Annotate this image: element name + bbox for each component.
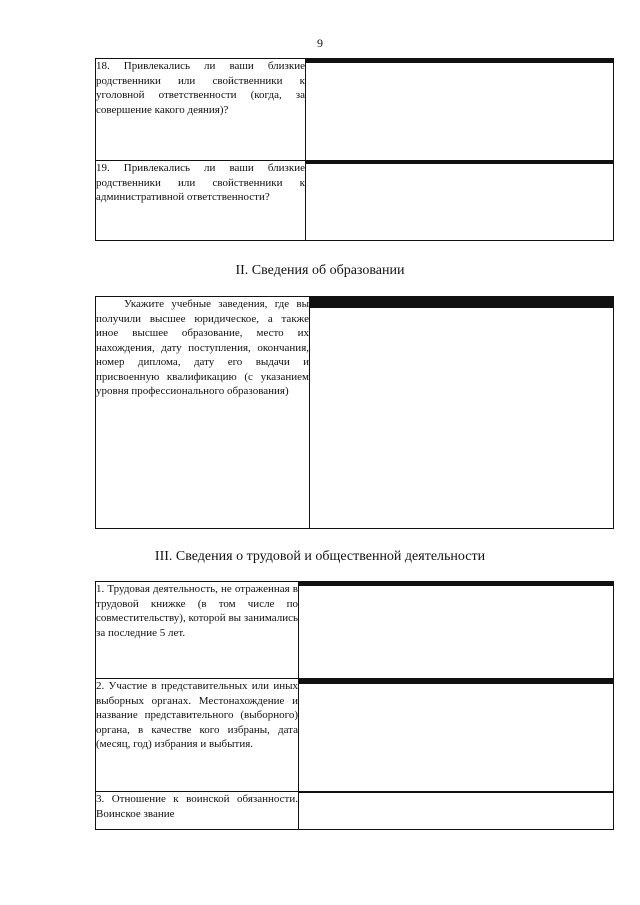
answer-lines[interactable] [299,792,613,793]
answer-cell[interactable] [306,161,614,241]
question-text: 18. Привлекались ли ваши близкие родственники или свойственники к уголовной ответственности (когда, за совершение какого деяния)? [96,59,306,161]
answer-line[interactable] [299,792,613,793]
question-text: 19. Привлекались ли ваши близкие родственники или свойственники к административной ответственности? [96,161,306,241]
education-row [96,297,614,529]
question-text: 3. Отношение к воинской обязанности. Воинское звание [96,792,299,830]
answer-cell[interactable] [299,679,614,792]
answer-lines[interactable] [299,582,613,586]
answer-cell[interactable] [306,59,614,161]
answer-lines[interactable] [306,161,613,164]
question-text: 1. Трудовая деятельность, не отраженная в трудовой книжке (в том числе по совместительству), которой вы занимались за последние 5 лет. [96,582,299,679]
work-activity-table [95,581,614,830]
section-heading-work: III. Сведения о трудовой и общественной деятельности [154,549,486,564]
answer-cell[interactable] [310,297,614,529]
question-text: 2. Участие в представительных или иных выборных органах. Местонахождение и название представительного (выборного) органа, в качестве кого избраны, дата (месяц, год) избрания и выбытия. [96,679,299,792]
question-row-19 [96,161,614,241]
question-row-1 [96,582,614,679]
question-row-2 [96,679,614,792]
answer-line[interactable] [299,683,613,684]
answer-cell[interactable] [299,582,614,679]
question-row-18 [96,59,614,161]
question-row-3 [96,792,614,830]
education-table [95,296,614,529]
section-heading-education: II. Сведения об образовании [235,263,405,278]
relatives-liability-table [95,58,614,241]
answer-cell[interactable] [299,792,614,830]
answer-line[interactable] [310,307,613,308]
question-text: Укажите учебные заведения, где вы получили высшее юридическое, а также иное высшее образование, место их нахождения, дату поступления, окончания, номер диплома, дату его выдачи и присвоенную квалификацию (с указанием уровня профессионального образования) [96,297,310,529]
answer-line[interactable] [306,62,613,63]
answer-line[interactable] [306,163,613,164]
answer-line[interactable] [299,585,613,586]
page-number: 9 [317,36,323,50]
answer-lines[interactable] [310,297,613,308]
answer-lines[interactable] [306,59,613,63]
answer-lines[interactable] [299,679,613,684]
